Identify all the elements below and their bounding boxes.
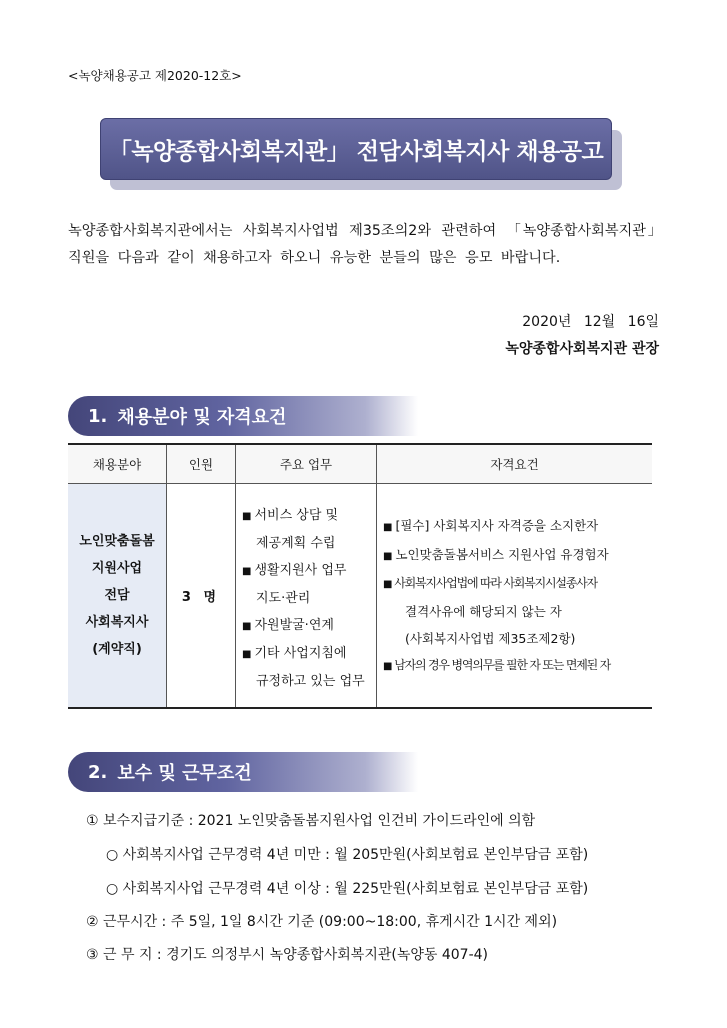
field-line: 지원사업 [91, 561, 143, 576]
headcount-cell: 3 명 [167, 484, 236, 709]
section-number: 1. [88, 405, 108, 427]
working-hours: ② 근무시간 : 주 5일, 1일 8시간 기준 (09:00~18:00, 휴게시간 1시간 제외) [86, 914, 558, 930]
duty-item-cont: 규정하고 있는 업무 [256, 674, 365, 689]
intro-paragraph: 녹양종합사회복지관에서는 사회복지사업법 제35조의2와 관련하여 「녹양종합사회복지관」 직원을 다음과 같이 채용하고자 하오니 유능한 분들의 많은 응모 바랍니다. [68, 223, 662, 266]
qual-item-cont: 결격사유에 해당되지 않는 자 [405, 604, 562, 619]
salary-standard: ① 보수지급기준 : 2021 노인맞춤돌봄지원사업 인건비 가이드라인에 의함 [86, 813, 536, 829]
col-header-count: 인원 [167, 444, 236, 484]
issuer-name: 녹양종합사회복지관 관장 [505, 341, 659, 357]
duty-item-cont: 지도·관리 [256, 591, 311, 606]
salary-under-4y: ○ 사회복지사업 근무경력 4년 미만 : 월 205만원(사회보험료 본인부담금 포함) [106, 847, 589, 863]
bullet-icon: ■ [383, 661, 392, 672]
duty-item: ■ 기타 사업지침에 [242, 646, 347, 661]
notice-date: 2020년 12월 16일 [522, 314, 659, 330]
page-title: 「녹양종합사회복지관」 전담사회복지사 채용공고 [100, 118, 612, 180]
duty-item: ■ 생활지원사 업무 [242, 563, 347, 578]
recruit-field-cell [68, 484, 167, 709]
table-row [68, 484, 652, 709]
qual-item: ■ 노인맞춤돌봄서비스 지원사업 유경험자 [383, 547, 609, 562]
duties-cell [236, 484, 377, 709]
qual-item: ■ [필수] 사회복지사 자격증을 소지한자 [383, 518, 599, 533]
bullet-icon: ■ [383, 579, 392, 590]
col-header-duties: 주요 업무 [236, 444, 377, 484]
section-title: 채용분야 및 자격요건 [117, 407, 287, 428]
duty-item: ■ 서비스 상담 및 [242, 508, 339, 523]
duty-item-cont: 제공계획 수립 [256, 536, 336, 551]
bullet-icon: ■ [242, 621, 252, 632]
qual-item-cont: (사회복지사업법 제35조제2항) [405, 631, 576, 646]
qualifications-cell [377, 484, 653, 709]
salary-over-4y: ○ 사회복지사업 근무경력 4년 이상 : 월 225만원(사회보험료 본인부담금 포함) [106, 881, 589, 897]
bullet-icon: ■ [242, 649, 252, 660]
notice-number: <녹양채용공고 제2020-12호> [68, 68, 242, 83]
field-line: (계약직) [92, 642, 142, 657]
section-header-conditions [68, 752, 418, 792]
bullet-icon: ■ [242, 566, 252, 577]
field-line: 사회복지사 [85, 615, 149, 630]
recruitment-table [68, 443, 652, 709]
bullet-icon: ■ [383, 551, 393, 562]
work-location: ③ 근 무 지 : 경기도 의정부시 녹양종합사회복지관(녹양동 407-4) [86, 947, 489, 963]
duty-item: ■ 자원발굴·연계 [242, 618, 334, 633]
section-number: 2. [88, 761, 108, 783]
field-line: 전담 [104, 588, 130, 603]
col-header-quals: 자격요건 [377, 444, 653, 484]
col-header-field: 채용분야 [68, 444, 167, 484]
section-title: 보수 및 근무조건 [117, 763, 252, 784]
table-header-row [68, 444, 652, 484]
bullet-icon: ■ [383, 522, 393, 533]
section-header-recruitment [68, 396, 418, 436]
field-line: 노인맞춤돌봄 [79, 534, 155, 549]
qual-item: ■ 사회복지사업법에 따라 사회복지시설종사자 [383, 576, 597, 590]
bullet-icon: ■ [242, 511, 252, 522]
qual-item: ■ 남자의 경우 병역의무를 필한 자 또는 면제된 자 [383, 658, 611, 672]
title-banner [100, 118, 620, 184]
